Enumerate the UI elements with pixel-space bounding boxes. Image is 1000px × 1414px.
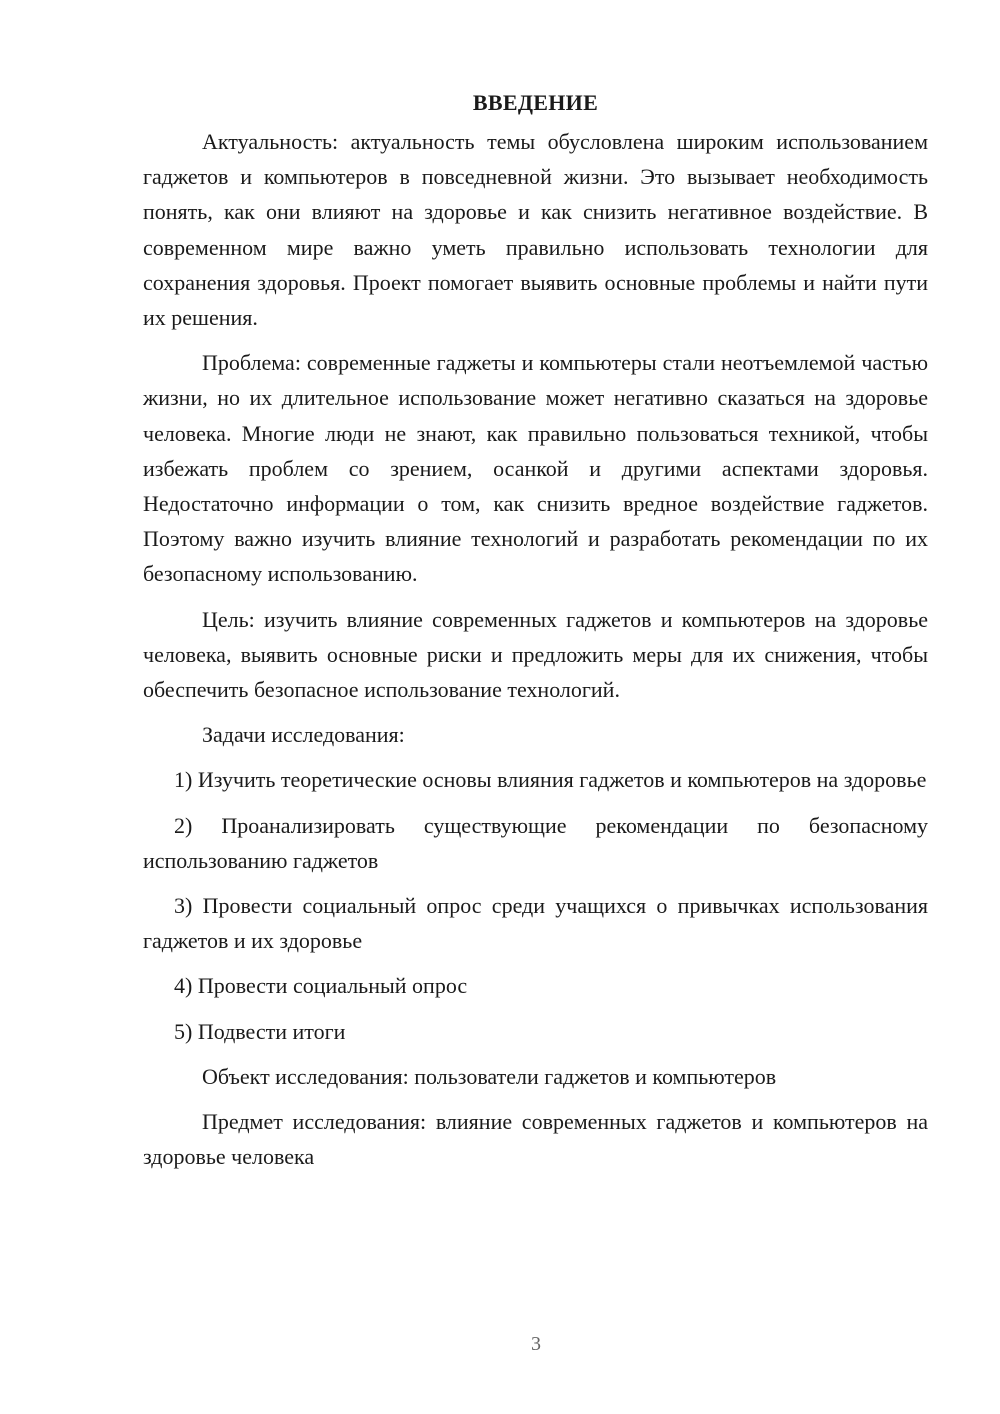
paragraph-tasks-heading: Задачи исследования: <box>202 722 405 748</box>
paragraph-subject: Предмет исследования: влияние современных гаджетов и компьютеров на здоровье человека <box>143 1109 928 1170</box>
page-title: ВВЕДЕНИЕ <box>472 90 599 115</box>
document-page <box>143 88 928 1184</box>
task-item-4: 4) Провести социальный опрос <box>174 973 468 999</box>
paragraph-object: Объект исследования: пользователи гаджетов и компьютеров <box>202 1063 777 1089</box>
paragraph-goal: Цель: изучить влияние современных гаджетов и компьютеров на здоровье человека, выявить основные риски и предложить меры для их снижения, чтобы обеспечить безопасное использование технологий. <box>143 606 928 703</box>
paragraph-relevance: Актуальность: актуальность темы обусловлена широким использованием гаджетов и компьютеров в повседневной жизни. Это вызывает необходимость понять, как они влияют на здоровье и как снизить негативное воздействие. В современном мире важно уметь правильно использовать технологии для сохранения здоровья. Проект помогает выявить основные проблемы и найти пути их решения. <box>143 129 928 331</box>
task-item-5: 5) Подвести итоги <box>174 1018 346 1044</box>
paragraph-problem: Проблема: современные гаджеты и компьютеры стали неотъемлемой частью жизни, но их длительное использование может негативно сказаться на здоровье человека. Многие люди не знают, как правильно пользоваться техникой, чтобы избежать проблем со зрением, осанкой и другими аспектами здоровья. Недостаточно информации о том, как снизить вредное воздействие гаджетов. Поэтому важно изучить влияние технологий и разработать рекомендации по их безопасному использованию. <box>143 350 928 587</box>
task-item-3: 3) Провести социальный опрос среди учащихся о привычках использования гаджетов и их здоровье <box>143 893 928 954</box>
task-item-2: 2) Проанализировать существующие рекомендации по безопасному использованию гаджетов <box>143 812 928 873</box>
task-item-1: 1) Изучить теоретические основы влияния гаджетов и компьютеров на здоровье <box>174 767 927 793</box>
page-number: 3 <box>531 1333 541 1355</box>
